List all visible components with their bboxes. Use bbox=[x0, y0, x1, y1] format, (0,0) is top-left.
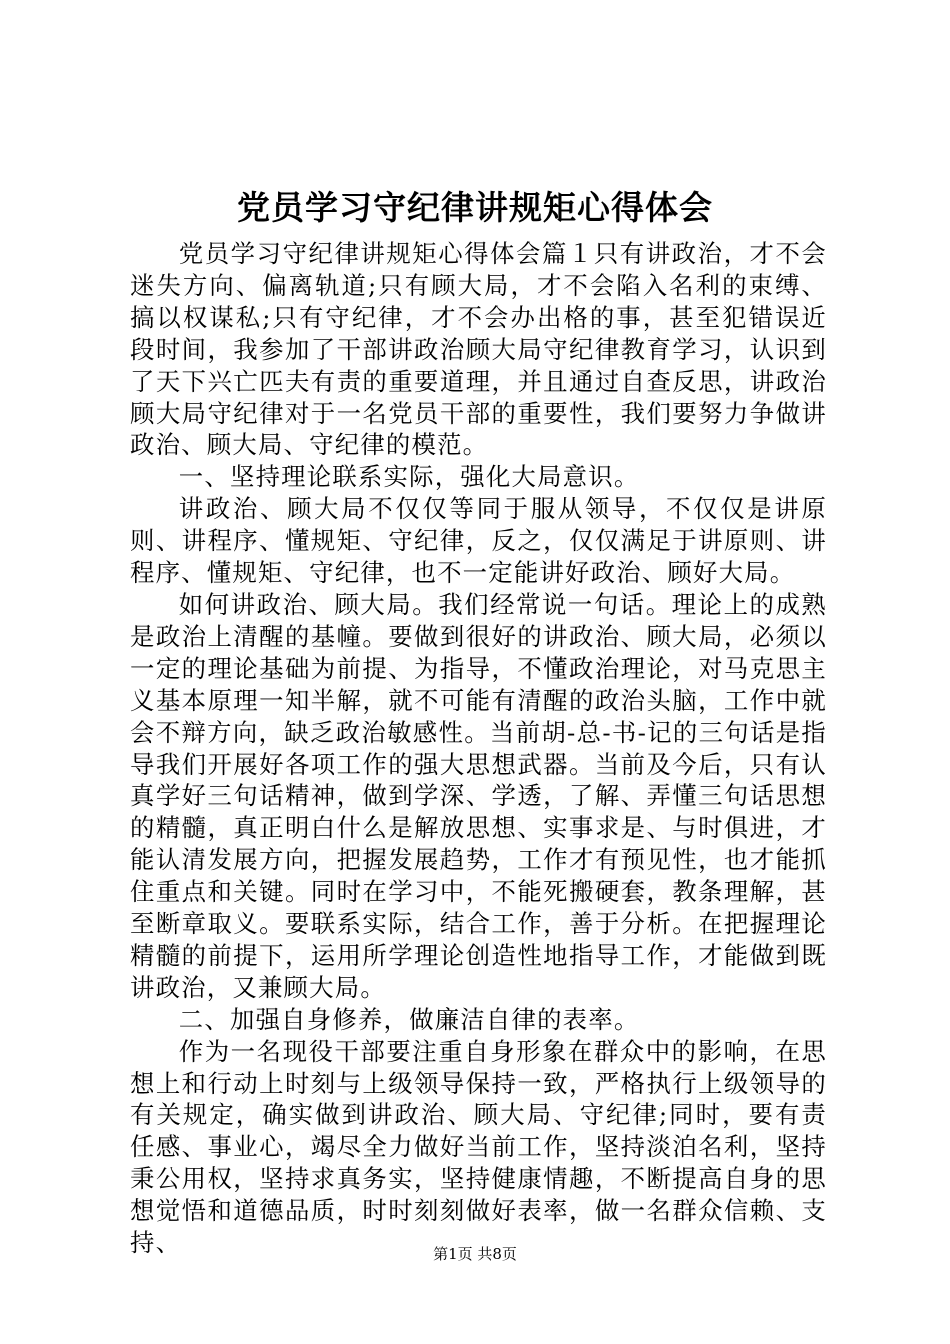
paragraph: 如何讲政治、顾大局。我们经常说一句话。理论上的成熟是政治上清醒的基幢。要做到很好的讲政治、顾大局，必须以一定的理论基础为前提、为指导，不懂政治理论，对马克思主义基本原理一知半解，就不可能有清醒的政治头脑，工作中就会不辩方向，缺乏政治敏感性。当前胡-总-书-记的三句话是指导我们开展好各项工作的强大思想武器。当前及今后，只有认真学好三句话精神，做到学深、学透，了解、弄懂三句话思想的精髓，真正明白什么是解放思想、实事求是、与时俱进，才能认清发展方向，把握发展趋势，工作才有预见性，也才能抓住重点和关键。同时在学习中，不能死搬硬套，教条理解，甚至断章取义。要联系实际，结合工作，善于分析。在把握理论精髓的前提下，运用所学理论创造性地指导工作，才能做到既讲政治，又兼顾大局。 bbox=[130, 589, 827, 1002]
section-heading: 一、坚持理论联系实际，强化大局意识。 bbox=[178, 462, 640, 492]
page-number-footer: 第1页 共8页 bbox=[433, 1245, 517, 1263]
paragraph: 党员学习守纪律讲规矩心得体会篇１只有讲政治，才不会迷失方向、偏离轨道;只有顾大局，才不会陷入名利的束缚、搞以权谋私;只有守纪律，才不会办出格的事，甚至犯错误近段时间，我参加了干部讲政治顾大局守纪律教育学习，认识到了天下兴亡匹夫有责的重要道理，并且通过自查反思，讲政治顾大局守纪律对于一名党员干部的重要性，我们要努力争做讲政治、顾大局、守纪律的模范。 bbox=[130, 239, 827, 460]
section-heading: 二、加强自身修养，做廉洁自律的表率。 bbox=[178, 1004, 640, 1034]
paragraph: 讲政治、顾大局不仅仅等同于服从领导，不仅仅是讲原则、讲程序、懂规矩、守纪律，反之，仅仅满足于讲原则、讲程序、懂规矩、守纪律，也不一定能讲好政治、顾好大局。 bbox=[130, 494, 827, 588]
document-title: 党员学习守纪律讲规矩心得体会 bbox=[237, 188, 713, 227]
paragraph: 作为一名现役干部要注重自身形象在群众中的影响，在思想上和行动上时刻与上级领导保持一致，严格执行上级领导的有关规定，确实做到讲政治、顾大局、守纪律;同时，要有责任感、事业心，竭尽全力做好当前工作，坚持淡泊名利，坚持秉公用权，坚持求真务实，坚持健康情趣，不断提高自身的思想觉悟和道德品质，时时刻刻做好表率，做一名群众信赖、支持、 bbox=[130, 1036, 827, 1258]
document-body bbox=[130, 238, 827, 1259]
